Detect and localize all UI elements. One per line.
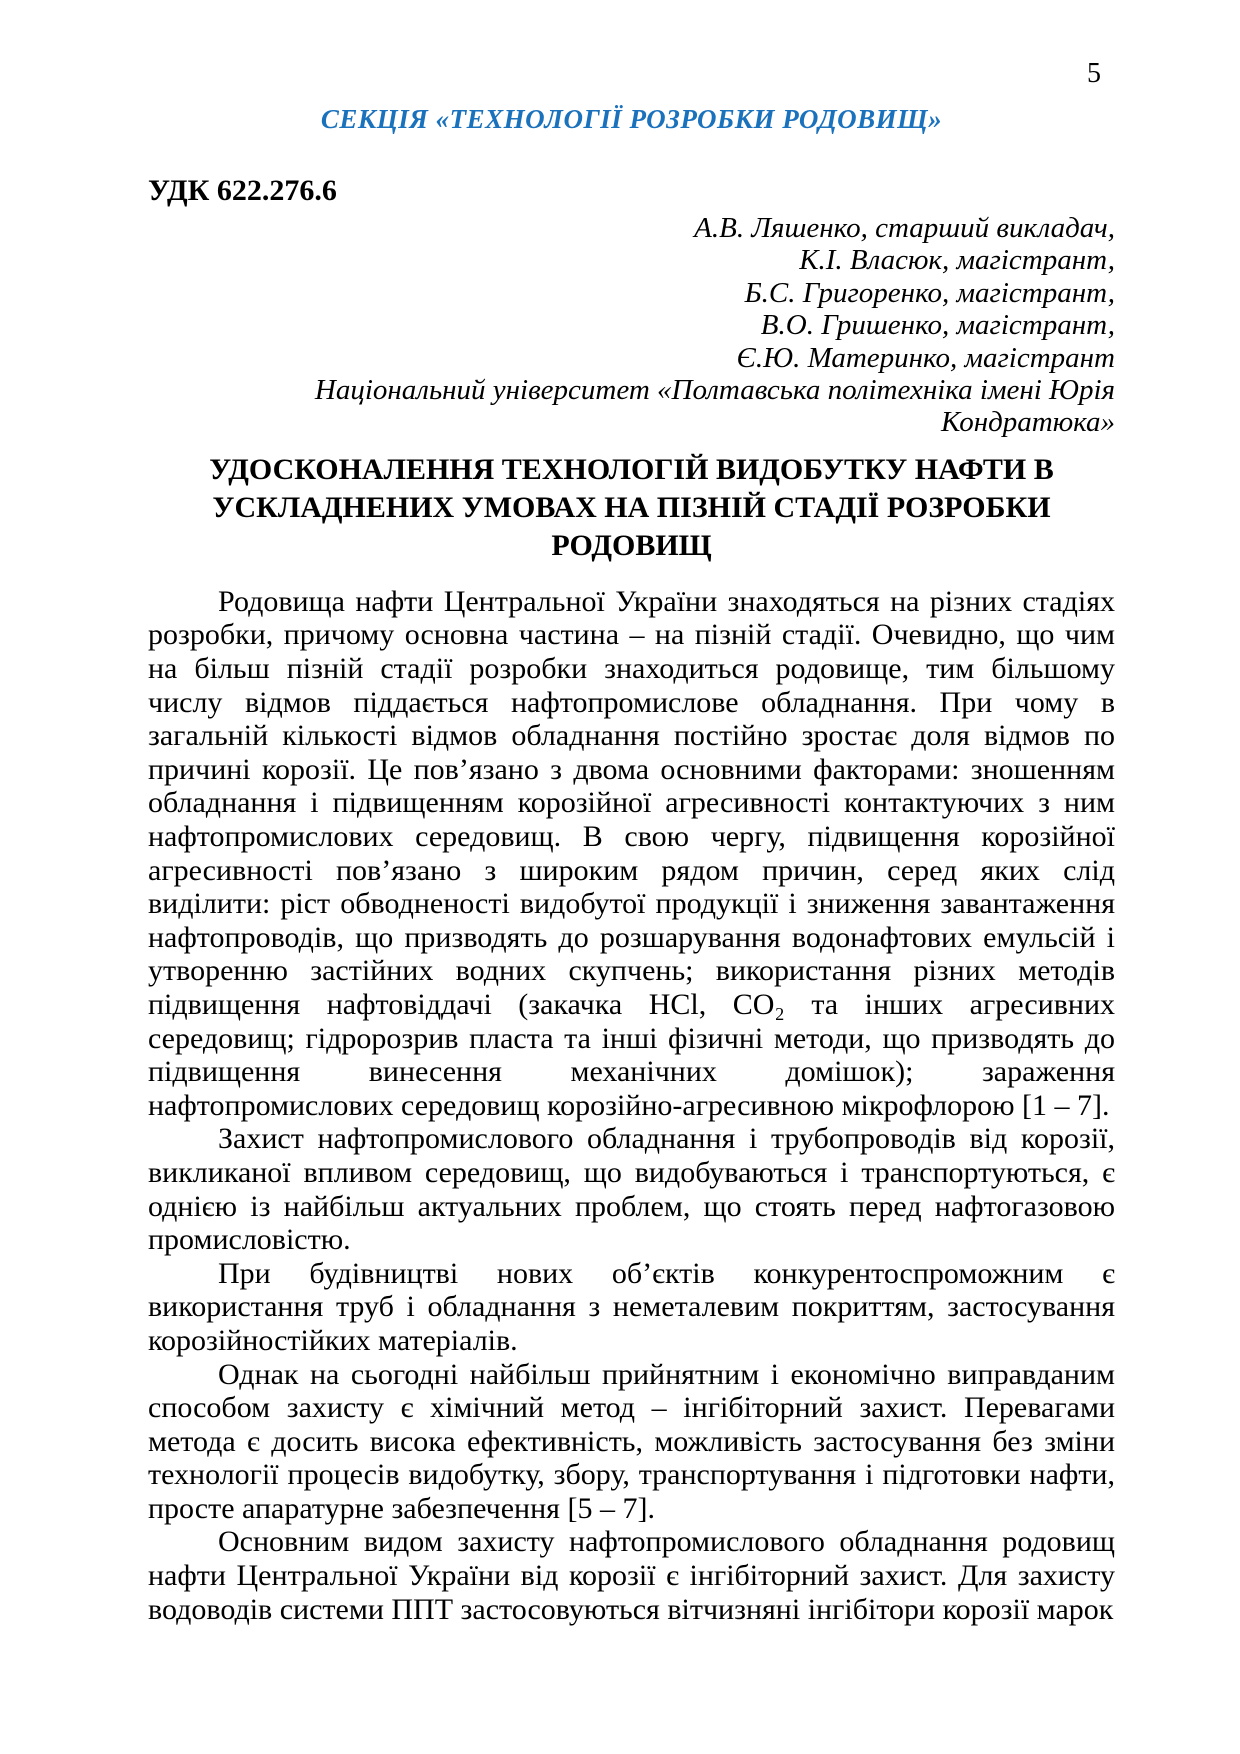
body-paragraph: При будівництві нових об’єктів конкурентоспроможним є використання труб і обладнання з неметалевим покриттям, застосування корозійностійких матеріалів. <box>148 1256 1115 1357</box>
author-line: В.О. Гришенко, магістрант, <box>760 309 1115 342</box>
body-paragraph: Однак на сьогодні найбільш прийнятним і економічно виправданим способом захисту є хімічний метод – інгібіторний захист. Перевагами метода є досить висока ефективність, можливість застосування без зміни технології процесів видобутку, збору, транспортування і підготовки нафти, просте апаратурне забезпечення [5 – 7]. <box>148 1357 1115 1525</box>
section-header: СЕКЦІЯ «ТЕХНОЛОГІЇ РОЗРОБКИ РОДОВИЩ» <box>320 104 943 134</box>
author-line: А.В. Ляшенко, старший викладач, <box>694 212 1115 244</box>
udc-code: УДК 622.276.6 <box>148 174 337 207</box>
authors-block <box>148 212 1115 374</box>
page-number: 5 <box>1087 58 1101 89</box>
author-line: К.І. Власюк, магістрант, <box>799 244 1115 277</box>
body-paragraph: Родовища нафти Центральної України знаходяться на різних стадіях розробки, причому основна частина – на пізній стадії. Очевидно, що чим на більш пізній стадії розробки знаходиться родовище, тим більшому числу відмов піддається нафтопромислове обладнання. При чому в загальній кількості відмов обладнання постійно зростає доля відмов по причині корозії. Це пов’язано з двома основними факторами: зношенням обладнання і підвищенням корозійної агресивності контактуючих з ним нафтопромислових середовищ. В свою чергу, підвищення корозійної агресивності пов’язано з широким рядом причин, серед яких слід виділити: ріст обводненості видобутої продукції і зниження завантаження нафтопроводів, що призводять до розшарування водонафтових емульсій і утворенню застійних водних скупчень; використання різних методів підвищення нафтовіддачі (закачка HCl, CO₂ та інших агресивних середовищ; гідророзрив пласта та інші фізичні методи, що призводять до підвищення винесення механічних домішок); зараження нафтопромислових середовищ корозійно-агресивною мікрофлорою [1 – 7]. <box>148 584 1115 1122</box>
body-paragraphs <box>148 585 1115 1626</box>
paper-title: УДОСКОНАЛЕННЯ ТЕХНОЛОГІЙ ВИДОБУТКУ НАФТИ В УСКЛАДНЕНИХ УМОВАХ НА ПІЗНІЙ СТАДІЇ РОЗРОБКИ РОДОВИЩ <box>209 452 1054 562</box>
author-line: Є.Ю. Материнко, магістрант <box>736 341 1115 374</box>
body-paragraph: Захист нафтопромислового обладнання і трубопроводів від корозії, викликаної впливом середовищ, що видобуваються і транспортуються, є однією із найбільш актуальних проблем, що стоять перед нафтогазовою промисловістю. <box>148 1122 1115 1257</box>
affiliation: Національний університет «Полтавська політехніка імені Юрія Кондратюка» <box>314 374 1115 439</box>
body-paragraph: Основним видом захисту нафтопромислового обладнання родовищ нафти Центральної України від корозії є інгібіторний захист. Для захисту водоводів системи ППТ застосовуються вітчизняні інгібітори корозії марок <box>148 1525 1115 1626</box>
author-line: Б.С. Григоренко, магістрант, <box>744 276 1115 309</box>
